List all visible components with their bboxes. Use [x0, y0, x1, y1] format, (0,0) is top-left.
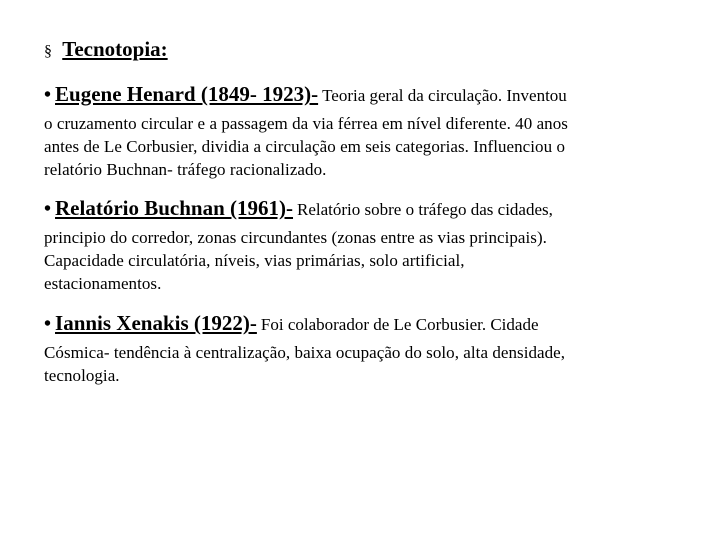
- item-text-line: principio do corredor, zonas circundantes (zonas entre as vias principais).: [44, 228, 547, 247]
- item-lead-text: Teoria geral da circulação. Inventou: [322, 86, 567, 105]
- bullet-icon: •: [44, 198, 52, 220]
- bullet-icon: •: [44, 84, 52, 106]
- slide-heading: [44, 36, 168, 65]
- item-text-line: antes de Le Corbusier, dividia a circulação em seis categorias. Influenciou o: [44, 137, 565, 156]
- item-text-line: Cósmica- tendência à centralização, baixa ocupação do solo, alta densidade,: [44, 343, 566, 362]
- item-text-line: o cruzamento circular e a passagem da via férrea em nível diferente. 40 anos: [44, 114, 568, 133]
- item-title: Eugene Henard (1849- 1923)-: [55, 82, 319, 106]
- item-lead-text: Foi colaborador de Le Corbusier. Cidade: [260, 315, 539, 334]
- bullet-item-xenakis: [44, 311, 664, 387]
- bullet-item-henard: [44, 82, 664, 181]
- section-marker-icon: §: [44, 43, 52, 60]
- item-text-line: tecnologia.: [44, 366, 120, 385]
- bullet-item-buchnan: [44, 196, 664, 295]
- item-text-line: estacionamentos.: [44, 274, 162, 293]
- bullet-icon: •: [44, 313, 52, 335]
- item-title: Iannis Xenakis (1922)-: [55, 311, 257, 335]
- item-lead-text: Relatório sobre o tráfego das cidades,: [297, 200, 553, 219]
- item-text-line: Capacidade circulatória, níveis, vias primárias, solo artificial,: [44, 251, 465, 270]
- item-text-line: relatório Buchnan- tráfego racionalizado.: [44, 160, 327, 179]
- heading-text: Tecnotopia:: [62, 37, 168, 61]
- item-title: Relatório Buchnan (1961)-: [55, 196, 294, 220]
